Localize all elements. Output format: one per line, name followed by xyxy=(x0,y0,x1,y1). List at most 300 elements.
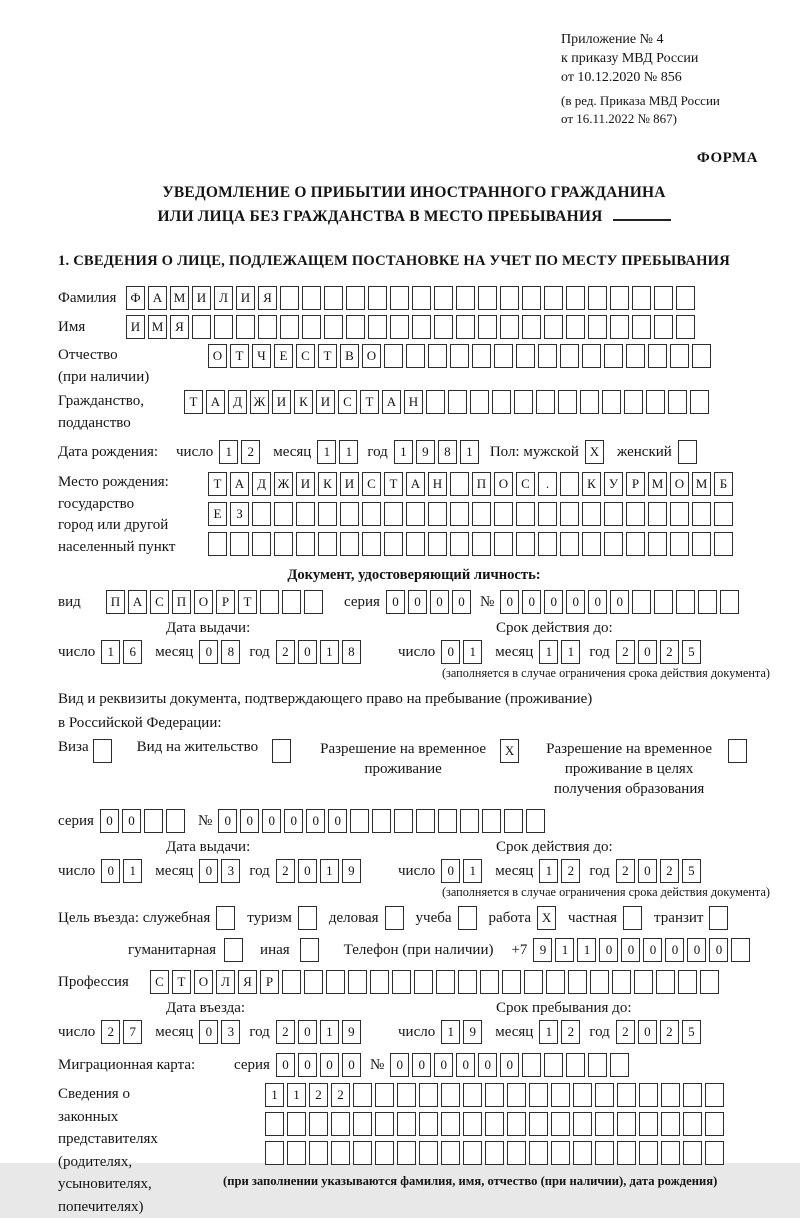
char-cell[interactable] xyxy=(560,472,579,496)
char-cell[interactable] xyxy=(296,532,315,556)
char-cell[interactable] xyxy=(720,590,739,614)
char-cell[interactable]: 0 xyxy=(500,1053,519,1077)
char-cell[interactable]: 2 xyxy=(561,859,580,883)
char-cell[interactable] xyxy=(634,970,653,994)
char-cell[interactable] xyxy=(346,286,365,310)
char-cell[interactable] xyxy=(485,1141,504,1165)
char-cell[interactable]: К xyxy=(318,472,337,496)
char-cell[interactable]: 0 xyxy=(284,809,303,833)
char-cell[interactable]: О xyxy=(194,590,213,614)
char-cell[interactable] xyxy=(375,1083,394,1107)
char-cell[interactable] xyxy=(560,344,579,368)
char-cell[interactable] xyxy=(350,809,369,833)
char-cell[interactable]: 0 xyxy=(100,809,119,833)
char-cell[interactable]: З xyxy=(230,502,249,526)
char-cell[interactable]: 1 xyxy=(320,859,339,883)
char-cell[interactable] xyxy=(522,1053,541,1077)
char-cell[interactable] xyxy=(705,1083,724,1107)
char-cell[interactable] xyxy=(450,472,469,496)
char-cell[interactable]: 0 xyxy=(306,809,325,833)
char-cell[interactable]: К xyxy=(294,390,313,414)
char-cell[interactable]: 9 xyxy=(463,1020,482,1044)
char-cell[interactable] xyxy=(551,1141,570,1165)
char-cell[interactable]: 1 xyxy=(460,440,479,464)
char-cell[interactable] xyxy=(698,590,717,614)
char-cell[interactable]: 0 xyxy=(199,640,218,664)
char-cell[interactable] xyxy=(507,1112,526,1136)
char-cell[interactable] xyxy=(368,286,387,310)
char-cell[interactable]: Т xyxy=(184,390,203,414)
char-cell[interactable]: 1 xyxy=(339,440,358,464)
char-cell[interactable]: Б xyxy=(714,472,733,496)
char-cell[interactable] xyxy=(236,315,255,339)
char-cell[interactable] xyxy=(656,970,675,994)
char-cell[interactable]: 0 xyxy=(599,938,618,962)
char-cell[interactable]: О xyxy=(208,344,227,368)
char-cell[interactable] xyxy=(582,344,601,368)
char-cell[interactable]: А xyxy=(382,390,401,414)
char-cell[interactable]: 0 xyxy=(320,1053,339,1077)
char-cell[interactable] xyxy=(434,286,453,310)
char-cell[interactable] xyxy=(639,1112,658,1136)
char-cell[interactable]: 0 xyxy=(298,1020,317,1044)
checkbox-cell[interactable] xyxy=(93,739,112,763)
char-cell[interactable] xyxy=(661,1141,680,1165)
char-cell[interactable] xyxy=(648,344,667,368)
char-cell[interactable]: О xyxy=(194,970,213,994)
char-cell[interactable]: 0 xyxy=(665,938,684,962)
char-cell[interactable] xyxy=(602,390,621,414)
checkbox-cell[interactable] xyxy=(458,906,477,930)
char-cell[interactable]: О xyxy=(670,472,689,496)
char-cell[interactable] xyxy=(441,1141,460,1165)
char-cell[interactable] xyxy=(318,502,337,526)
char-cell[interactable]: Р xyxy=(626,472,645,496)
char-cell[interactable]: М xyxy=(648,472,667,496)
char-cell[interactable] xyxy=(705,1112,724,1136)
char-cell[interactable]: Д xyxy=(228,390,247,414)
char-cell[interactable]: С xyxy=(362,472,381,496)
char-cell[interactable]: Я xyxy=(170,315,189,339)
char-cell[interactable]: 1 xyxy=(320,640,339,664)
char-cell[interactable]: О xyxy=(494,472,513,496)
char-cell[interactable]: Н xyxy=(428,472,447,496)
char-cell[interactable] xyxy=(573,1083,592,1107)
char-cell[interactable] xyxy=(428,344,447,368)
char-cell[interactable]: 1 xyxy=(539,1020,558,1044)
checkbox-cell[interactable] xyxy=(623,906,642,930)
checkbox-cell[interactable]: X xyxy=(500,739,519,763)
char-cell[interactable] xyxy=(282,590,301,614)
char-cell[interactable] xyxy=(604,344,623,368)
char-cell[interactable] xyxy=(348,970,367,994)
char-cell[interactable]: П xyxy=(172,590,191,614)
char-cell[interactable]: 3 xyxy=(221,1020,240,1044)
char-cell[interactable] xyxy=(692,502,711,526)
char-cell[interactable] xyxy=(610,315,629,339)
char-cell[interactable]: 0 xyxy=(386,590,405,614)
char-cell[interactable] xyxy=(551,1083,570,1107)
char-cell[interactable] xyxy=(676,315,695,339)
char-cell[interactable]: 1 xyxy=(287,1083,306,1107)
char-cell[interactable]: 0 xyxy=(638,640,657,664)
char-cell[interactable] xyxy=(692,532,711,556)
char-cell[interactable] xyxy=(397,1083,416,1107)
char-cell[interactable] xyxy=(144,809,163,833)
char-cell[interactable]: 2 xyxy=(309,1083,328,1107)
char-cell[interactable] xyxy=(252,502,271,526)
char-cell[interactable] xyxy=(414,970,433,994)
char-cell[interactable] xyxy=(287,1141,306,1165)
char-cell[interactable] xyxy=(460,809,479,833)
checkbox-cell[interactable] xyxy=(385,906,404,930)
char-cell[interactable]: У xyxy=(604,472,623,496)
char-cell[interactable] xyxy=(340,502,359,526)
char-cell[interactable] xyxy=(648,532,667,556)
char-cell[interactable] xyxy=(626,344,645,368)
char-cell[interactable] xyxy=(551,1112,570,1136)
char-cell[interactable]: 1 xyxy=(561,640,580,664)
checkbox-cell[interactable] xyxy=(300,938,319,962)
char-cell[interactable]: Я xyxy=(238,970,257,994)
char-cell[interactable] xyxy=(324,315,343,339)
char-cell[interactable] xyxy=(560,532,579,556)
char-cell[interactable] xyxy=(458,970,477,994)
char-cell[interactable] xyxy=(566,1053,585,1077)
char-cell[interactable]: 2 xyxy=(660,1020,679,1044)
char-cell[interactable] xyxy=(384,344,403,368)
char-cell[interactable] xyxy=(604,502,623,526)
char-cell[interactable] xyxy=(590,970,609,994)
char-cell[interactable] xyxy=(450,502,469,526)
char-cell[interactable] xyxy=(524,970,543,994)
char-cell[interactable] xyxy=(624,390,643,414)
char-cell[interactable]: С xyxy=(516,472,535,496)
char-cell[interactable] xyxy=(516,532,535,556)
char-cell[interactable]: 0 xyxy=(441,859,460,883)
char-cell[interactable] xyxy=(166,809,185,833)
char-cell[interactable] xyxy=(406,532,425,556)
char-cell[interactable] xyxy=(494,344,513,368)
char-cell[interactable]: 2 xyxy=(241,440,260,464)
char-cell[interactable] xyxy=(668,390,687,414)
char-cell[interactable] xyxy=(560,502,579,526)
char-cell[interactable] xyxy=(626,502,645,526)
char-cell[interactable] xyxy=(566,315,585,339)
char-cell[interactable] xyxy=(370,970,389,994)
char-cell[interactable]: Ж xyxy=(274,472,293,496)
char-cell[interactable]: 0 xyxy=(500,590,519,614)
char-cell[interactable]: 0 xyxy=(544,590,563,614)
char-cell[interactable] xyxy=(353,1112,372,1136)
char-cell[interactable] xyxy=(604,532,623,556)
char-cell[interactable]: 2 xyxy=(276,640,295,664)
char-cell[interactable] xyxy=(646,390,665,414)
char-cell[interactable] xyxy=(522,286,541,310)
char-cell[interactable] xyxy=(472,502,491,526)
char-cell[interactable]: С xyxy=(150,590,169,614)
char-cell[interactable] xyxy=(538,344,557,368)
char-cell[interactable]: 7 xyxy=(123,1020,142,1044)
char-cell[interactable] xyxy=(485,1112,504,1136)
char-cell[interactable]: 1 xyxy=(463,640,482,664)
char-cell[interactable] xyxy=(516,502,535,526)
checkbox-cell[interactable] xyxy=(678,440,697,464)
char-cell[interactable] xyxy=(588,286,607,310)
char-cell[interactable]: 0 xyxy=(262,809,281,833)
char-cell[interactable] xyxy=(573,1141,592,1165)
char-cell[interactable]: 0 xyxy=(328,809,347,833)
char-cell[interactable] xyxy=(448,390,467,414)
char-cell[interactable]: Я xyxy=(258,286,277,310)
char-cell[interactable]: Т xyxy=(318,344,337,368)
char-cell[interactable] xyxy=(538,502,557,526)
char-cell[interactable]: Ф xyxy=(126,286,145,310)
checkbox-cell[interactable] xyxy=(272,739,291,763)
char-cell[interactable] xyxy=(639,1083,658,1107)
char-cell[interactable]: И xyxy=(296,472,315,496)
char-cell[interactable]: 0 xyxy=(412,1053,431,1077)
char-cell[interactable] xyxy=(661,1083,680,1107)
char-cell[interactable] xyxy=(500,286,519,310)
char-cell[interactable] xyxy=(580,390,599,414)
char-cell[interactable] xyxy=(274,502,293,526)
char-cell[interactable] xyxy=(384,532,403,556)
char-cell[interactable]: 1 xyxy=(265,1083,284,1107)
char-cell[interactable]: И xyxy=(236,286,255,310)
char-cell[interactable]: 1 xyxy=(123,859,142,883)
char-cell[interactable] xyxy=(514,390,533,414)
char-cell[interactable] xyxy=(472,344,491,368)
char-cell[interactable] xyxy=(265,1112,284,1136)
char-cell[interactable]: 1 xyxy=(463,859,482,883)
char-cell[interactable]: 5 xyxy=(682,1020,701,1044)
char-cell[interactable]: 9 xyxy=(416,440,435,464)
char-cell[interactable] xyxy=(700,970,719,994)
char-cell[interactable]: 0 xyxy=(390,1053,409,1077)
char-cell[interactable]: 2 xyxy=(331,1083,350,1107)
char-cell[interactable] xyxy=(372,809,391,833)
char-cell[interactable] xyxy=(252,532,271,556)
char-cell[interactable] xyxy=(482,809,501,833)
char-cell[interactable]: 1 xyxy=(317,440,336,464)
char-cell[interactable] xyxy=(676,590,695,614)
char-cell[interactable]: Д xyxy=(252,472,271,496)
char-cell[interactable]: 0 xyxy=(621,938,640,962)
char-cell[interactable] xyxy=(302,286,321,310)
char-cell[interactable]: 1 xyxy=(219,440,238,464)
char-cell[interactable] xyxy=(500,315,519,339)
char-cell[interactable]: 2 xyxy=(616,1020,635,1044)
char-cell[interactable] xyxy=(494,532,513,556)
char-cell[interactable] xyxy=(610,1053,629,1077)
char-cell[interactable] xyxy=(617,1083,636,1107)
char-cell[interactable]: Н xyxy=(404,390,423,414)
char-cell[interactable] xyxy=(617,1141,636,1165)
char-cell[interactable] xyxy=(529,1141,548,1165)
char-cell[interactable] xyxy=(230,532,249,556)
char-cell[interactable] xyxy=(412,286,431,310)
char-cell[interactable] xyxy=(632,315,651,339)
char-cell[interactable]: А xyxy=(406,472,425,496)
char-cell[interactable]: С xyxy=(338,390,357,414)
char-cell[interactable]: А xyxy=(206,390,225,414)
char-cell[interactable] xyxy=(450,344,469,368)
char-cell[interactable] xyxy=(280,315,299,339)
char-cell[interactable] xyxy=(568,970,587,994)
char-cell[interactable] xyxy=(648,502,667,526)
char-cell[interactable]: П xyxy=(106,590,125,614)
char-cell[interactable] xyxy=(419,1112,438,1136)
char-cell[interactable]: В xyxy=(340,344,359,368)
char-cell[interactable] xyxy=(617,1112,636,1136)
char-cell[interactable]: Е xyxy=(208,502,227,526)
char-cell[interactable]: 0 xyxy=(441,640,460,664)
char-cell[interactable] xyxy=(516,344,535,368)
char-cell[interactable] xyxy=(670,532,689,556)
char-cell[interactable] xyxy=(434,315,453,339)
char-cell[interactable] xyxy=(304,970,323,994)
char-cell[interactable]: 0 xyxy=(199,1020,218,1044)
char-cell[interactable]: Т xyxy=(230,344,249,368)
char-cell[interactable] xyxy=(588,315,607,339)
char-cell[interactable]: 2 xyxy=(660,640,679,664)
char-cell[interactable]: 0 xyxy=(452,590,471,614)
char-cell[interactable] xyxy=(492,390,511,414)
char-cell[interactable] xyxy=(324,286,343,310)
char-cell[interactable] xyxy=(507,1141,526,1165)
char-cell[interactable] xyxy=(419,1083,438,1107)
char-cell[interactable] xyxy=(419,1141,438,1165)
char-cell[interactable]: А xyxy=(230,472,249,496)
char-cell[interactable] xyxy=(412,315,431,339)
char-cell[interactable]: 2 xyxy=(616,640,635,664)
char-cell[interactable] xyxy=(595,1112,614,1136)
char-cell[interactable]: 6 xyxy=(123,640,142,664)
char-cell[interactable] xyxy=(654,590,673,614)
char-cell[interactable] xyxy=(582,532,601,556)
char-cell[interactable]: 0 xyxy=(638,859,657,883)
checkbox-cell[interactable]: X xyxy=(537,906,556,930)
char-cell[interactable]: М xyxy=(148,315,167,339)
char-cell[interactable]: 1 xyxy=(394,440,413,464)
char-cell[interactable] xyxy=(208,532,227,556)
checkbox-cell[interactable] xyxy=(216,906,235,930)
char-cell[interactable]: Л xyxy=(216,970,235,994)
char-cell[interactable]: 9 xyxy=(533,938,552,962)
char-cell[interactable] xyxy=(280,286,299,310)
checkbox-cell[interactable]: X xyxy=(585,440,604,464)
char-cell[interactable] xyxy=(654,315,673,339)
char-cell[interactable] xyxy=(714,532,733,556)
char-cell[interactable] xyxy=(683,1141,702,1165)
char-cell[interactable]: 0 xyxy=(588,590,607,614)
char-cell[interactable]: А xyxy=(128,590,147,614)
char-cell[interactable] xyxy=(558,390,577,414)
char-cell[interactable] xyxy=(494,502,513,526)
char-cell[interactable]: Т xyxy=(360,390,379,414)
char-cell[interactable] xyxy=(258,315,277,339)
char-cell[interactable]: 0 xyxy=(240,809,259,833)
char-cell[interactable]: М xyxy=(692,472,711,496)
char-cell[interactable]: 1 xyxy=(320,1020,339,1044)
char-cell[interactable] xyxy=(318,532,337,556)
char-cell[interactable] xyxy=(214,315,233,339)
char-cell[interactable]: Т xyxy=(208,472,227,496)
char-cell[interactable]: А xyxy=(148,286,167,310)
char-cell[interactable] xyxy=(426,390,445,414)
char-cell[interactable]: 0 xyxy=(456,1053,475,1077)
char-cell[interactable] xyxy=(502,970,521,994)
char-cell[interactable] xyxy=(595,1083,614,1107)
char-cell[interactable]: 0 xyxy=(643,938,662,962)
char-cell[interactable] xyxy=(676,286,695,310)
char-cell[interactable] xyxy=(683,1083,702,1107)
char-cell[interactable] xyxy=(309,1112,328,1136)
char-cell[interactable] xyxy=(296,502,315,526)
char-cell[interactable]: 5 xyxy=(682,640,701,664)
char-cell[interactable] xyxy=(441,1112,460,1136)
char-cell[interactable] xyxy=(287,1112,306,1136)
char-cell[interactable]: 0 xyxy=(298,1053,317,1077)
char-cell[interactable] xyxy=(362,532,381,556)
char-cell[interactable]: Р xyxy=(260,970,279,994)
char-cell[interactable] xyxy=(309,1141,328,1165)
char-cell[interactable] xyxy=(346,315,365,339)
char-cell[interactable]: . xyxy=(538,472,557,496)
char-cell[interactable] xyxy=(683,1112,702,1136)
char-cell[interactable]: 8 xyxy=(438,440,457,464)
char-cell[interactable]: 9 xyxy=(342,859,361,883)
char-cell[interactable]: 0 xyxy=(199,859,218,883)
char-cell[interactable] xyxy=(353,1141,372,1165)
char-cell[interactable]: 0 xyxy=(408,590,427,614)
char-cell[interactable]: 2 xyxy=(276,1020,295,1044)
char-cell[interactable] xyxy=(632,590,651,614)
char-cell[interactable] xyxy=(731,938,750,962)
char-cell[interactable] xyxy=(456,286,475,310)
char-cell[interactable] xyxy=(472,532,491,556)
char-cell[interactable] xyxy=(507,1083,526,1107)
char-cell[interactable] xyxy=(265,1141,284,1165)
char-cell[interactable] xyxy=(544,1053,563,1077)
char-cell[interactable] xyxy=(406,344,425,368)
char-cell[interactable] xyxy=(282,970,301,994)
char-cell[interactable]: 0 xyxy=(101,859,120,883)
checkbox-cell[interactable] xyxy=(709,906,728,930)
char-cell[interactable] xyxy=(470,390,489,414)
char-cell[interactable]: 1 xyxy=(577,938,596,962)
char-cell[interactable]: Л xyxy=(214,286,233,310)
char-cell[interactable]: И xyxy=(316,390,335,414)
char-cell[interactable]: 0 xyxy=(638,1020,657,1044)
char-cell[interactable] xyxy=(390,315,409,339)
char-cell[interactable] xyxy=(504,809,523,833)
char-cell[interactable] xyxy=(384,502,403,526)
char-cell[interactable]: 0 xyxy=(522,590,541,614)
char-cell[interactable] xyxy=(441,1083,460,1107)
char-cell[interactable] xyxy=(670,502,689,526)
char-cell[interactable]: Т xyxy=(238,590,257,614)
char-cell[interactable]: 9 xyxy=(342,1020,361,1044)
char-cell[interactable] xyxy=(260,590,279,614)
char-cell[interactable]: 0 xyxy=(298,640,317,664)
char-cell[interactable] xyxy=(529,1112,548,1136)
char-cell[interactable]: Ч xyxy=(252,344,271,368)
char-cell[interactable] xyxy=(529,1083,548,1107)
char-cell[interactable] xyxy=(436,970,455,994)
char-cell[interactable] xyxy=(632,286,651,310)
